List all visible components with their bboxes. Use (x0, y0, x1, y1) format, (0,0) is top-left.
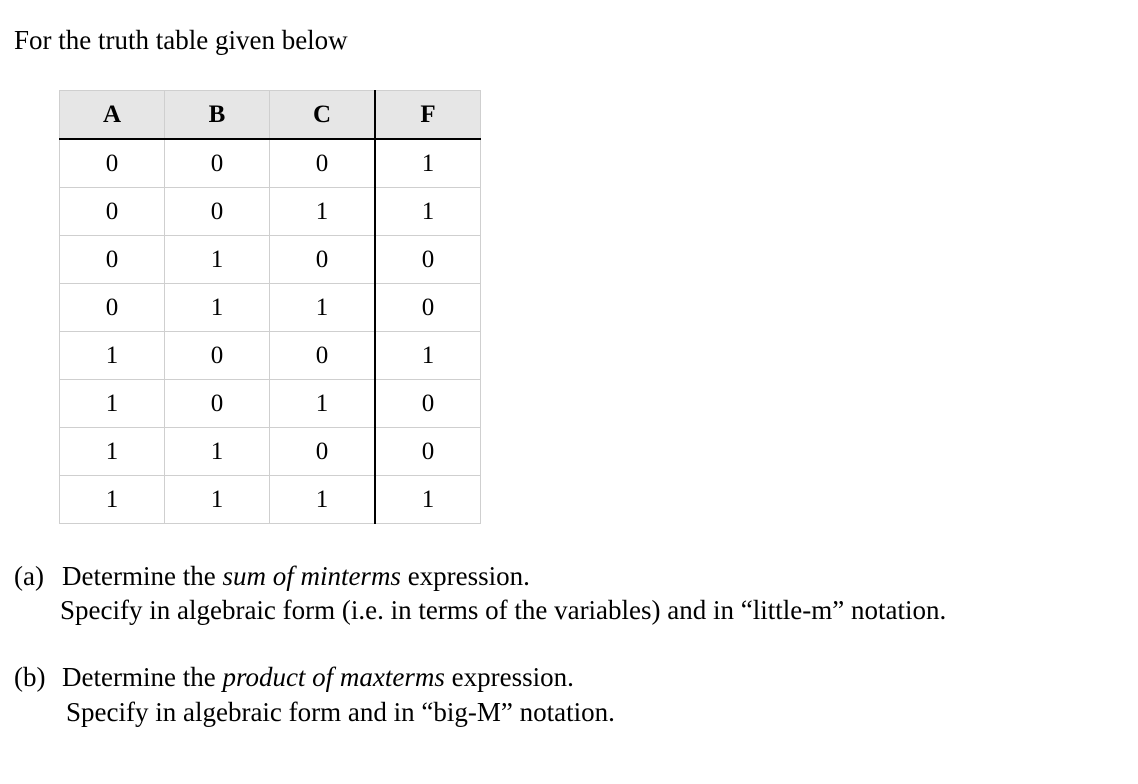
question-b-post: expression. (444, 662, 574, 692)
question-b-emphasis: product of maxterms (222, 662, 445, 692)
truth-table (59, 90, 481, 524)
cell-c: 0 (270, 139, 376, 188)
cell-b: 0 (165, 332, 270, 380)
cell-c: 1 (270, 380, 376, 428)
cell-a: 1 (60, 380, 165, 428)
cell-a: 1 (60, 476, 165, 524)
question-a-post: expression. (400, 561, 530, 591)
cell-b: 1 (165, 428, 270, 476)
cell-c: 0 (270, 236, 376, 284)
table-row (60, 428, 481, 476)
cell-f: 1 (375, 476, 481, 524)
table-row (60, 476, 481, 524)
cell-c: 0 (270, 332, 376, 380)
cell-a: 1 (60, 332, 165, 380)
question-a-tag: (a) (14, 561, 44, 591)
table-header-row (60, 91, 481, 140)
cell-a: 0 (60, 236, 165, 284)
cell-a: 0 (60, 139, 165, 188)
cell-c: 1 (270, 284, 376, 332)
cell-b: 1 (165, 284, 270, 332)
cell-a: 0 (60, 188, 165, 236)
truth-table-body (60, 139, 481, 524)
question-a-emphasis: sum of minterms (222, 561, 401, 591)
cell-f: 1 (375, 139, 481, 188)
header-b: B (165, 91, 270, 140)
cell-f: 0 (375, 380, 481, 428)
cell-b: 0 (165, 139, 270, 188)
cell-b: 0 (165, 188, 270, 236)
header-c: C (270, 91, 376, 140)
cell-f: 1 (375, 188, 481, 236)
question-a-detail: Specify in algebraic form (i.e. in terms of the variables) and in “little-m” notation. (60, 595, 947, 625)
header-f: F (375, 91, 481, 140)
cell-b: 0 (165, 380, 270, 428)
cell-f: 1 (375, 332, 481, 380)
table-row (60, 188, 481, 236)
question-a (14, 560, 530, 593)
cell-c: 1 (270, 476, 376, 524)
cell-c: 1 (270, 188, 376, 236)
question-b-tag: (b) (14, 662, 46, 692)
cell-c: 0 (270, 428, 376, 476)
header-a: A (60, 91, 165, 140)
question-a-pre: Determine the (62, 561, 223, 591)
intro-text: For the truth table given below (14, 25, 348, 55)
cell-a: 1 (60, 428, 165, 476)
cell-b: 1 (165, 476, 270, 524)
cell-f: 0 (375, 428, 481, 476)
question-b (14, 661, 574, 694)
table-row (60, 139, 481, 188)
cell-f: 0 (375, 236, 481, 284)
table-row (60, 380, 481, 428)
cell-a: 0 (60, 284, 165, 332)
table-row (60, 236, 481, 284)
table-row (60, 332, 481, 380)
question-b-pre: Determine the (62, 662, 223, 692)
cell-f: 0 (375, 284, 481, 332)
cell-b: 1 (165, 236, 270, 284)
question-b-detail: Specify in algebraic form and in “big-M” notation. (66, 697, 615, 727)
table-row (60, 284, 481, 332)
